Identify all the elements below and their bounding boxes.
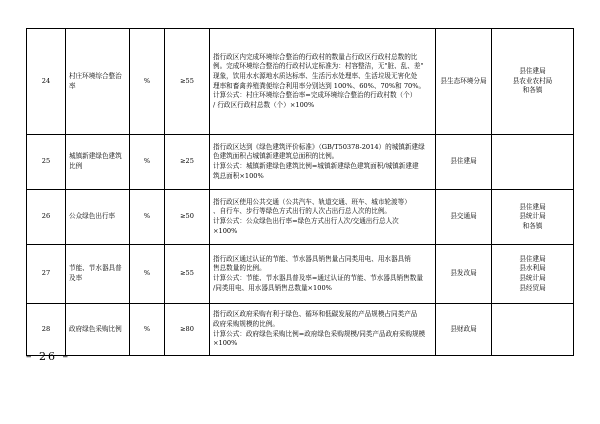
row-number: 28: [27, 304, 66, 356]
table-row: [27, 190, 574, 245]
cooperating-department: 县住建局: [519, 67, 546, 76]
indicator-target: ≥25: [165, 135, 210, 190]
indicator-target: ≥55: [165, 245, 210, 304]
lead-department: 县交通局: [436, 190, 492, 245]
indicator-target: ≥50: [165, 190, 210, 245]
indicator-target: ≥55: [165, 29, 210, 135]
lead-department: 县生态环境分局: [436, 29, 492, 135]
description-line: 计算公式：村庄环境综合整治率=完成环境综合整治的行政村数（个）: [213, 91, 417, 100]
table-row: [27, 29, 574, 135]
indicator-unit: %: [130, 29, 165, 135]
cooperating-departments: [492, 304, 574, 356]
cooperating-departments: [492, 190, 574, 245]
indicator-description: [210, 190, 436, 245]
description-line: 计算公式：公众绿色出行率=绿色方式出行人次/交通出行总人次: [213, 217, 399, 225]
cooperating-department: 和各镇: [522, 86, 543, 95]
indicator-description: [210, 304, 436, 356]
description-line: 现象，饮用水水源地水质达标率、生活污水处理率、生活垃圾无害化处: [213, 71, 418, 80]
indicator-unit: %: [130, 190, 165, 245]
row-number: 24: [27, 29, 66, 135]
cooperating-departments: [492, 245, 574, 304]
description-line: ×100%: [213, 339, 238, 348]
cooperating-department: 和各镇: [522, 221, 543, 230]
description-line: 售总数量的比例。: [213, 264, 266, 273]
lead-department: 县财政局: [436, 304, 492, 356]
indicator-name: 政府绿色采购比例: [66, 304, 130, 356]
description-line: 指行政区政府采购有利于绿色、循环和低碳发展的产品规模占同类产品: [213, 310, 418, 319]
description-line: 指行政区通过认证的节能、节水器具销售量占同类用电、用水器具销: [213, 254, 411, 263]
description-line: 指行政区内完成环境综合整治的行政村的数量占行政区行政村总数的比: [213, 52, 418, 61]
description-line: 指行政区使用公共交通（公共汽车、轨道交通、班车、城市轮渡等）: [213, 197, 411, 206]
description-line: ×100%: [213, 226, 238, 235]
description-line: 政府采购规模的比例。: [213, 319, 279, 328]
indicator-description: [210, 245, 436, 304]
page-number: – 26 –: [26, 350, 70, 363]
indicator-name: 公众绿色出行率: [66, 190, 130, 245]
cooperating-department: 县住建局: [519, 202, 546, 211]
indicator-table-body: [27, 29, 574, 356]
description-line: 例。完成环境综合整治的行政村认定标准为：村容整洁，无"脏、乱、差": [213, 62, 424, 71]
indicator-name: 节能、节水器具普及率: [66, 245, 130, 304]
description-line: 计算公式：节能、节水器具普及率=通过认证的节能、节水器具销售数量: [213, 274, 423, 282]
indicator-description: [210, 29, 436, 135]
row-number: 26: [27, 190, 66, 245]
cooperating-department: 县住建局: [519, 254, 546, 263]
indicator-table: [26, 28, 574, 356]
indicator-name: 村庄环境综合整治率: [66, 29, 130, 135]
table-row: [27, 135, 574, 190]
cooperating-department: 县水利局: [519, 264, 546, 273]
lead-department: 县发改局: [436, 245, 492, 304]
cooperating-department: 县经贸局: [519, 283, 546, 292]
cooperating-department: 县统计局: [519, 212, 546, 221]
cooperating-department: 县农业农村局: [512, 76, 553, 85]
description-line: /同类用电、用水器具销售总数量×100%: [213, 283, 332, 292]
description-line: 筑总面积×100%: [213, 171, 264, 180]
row-number: 27: [27, 245, 66, 304]
row-number: 25: [27, 135, 66, 190]
table-row: [27, 245, 574, 304]
cooperating-departments: [492, 29, 574, 135]
cooperating-departments: [492, 135, 574, 190]
description-line: 计算公式：城镇新建绿色建筑比例=城镇新建绿色建筑面积/城镇新建建: [213, 162, 419, 170]
description-line: 、自行车、步行等绿色方式出行的人次占出行总人次的比例。: [213, 207, 392, 216]
indicator-unit: %: [130, 245, 165, 304]
description-line: 指行政区达到《绿色建筑评价标准》（GB/T50378-2014）的城镇新建绿: [213, 142, 425, 151]
indicator-name: 城镇新建绿色建筑比例: [66, 135, 130, 190]
description-line: 色建筑面积占城镇新建建筑总面积的比例。: [213, 152, 339, 161]
description-line: 计算公式：政府绿色采购比例=政府绿色采购规模/同类产品政府采购规模: [213, 329, 426, 338]
indicator-unit: %: [130, 135, 165, 190]
table-row: [27, 304, 574, 356]
indicator-description: [210, 135, 436, 190]
indicator-target: ≥80: [165, 304, 210, 356]
cooperating-department: 县统计局: [519, 274, 546, 282]
lead-department: 县住建局: [436, 135, 492, 190]
description-line: 理率和畜禽养殖粪便综合利用率分别达到 100%、60%、70%和 70%。: [213, 81, 426, 90]
description-line: / 行政区行政村总数（个）×100%: [213, 100, 315, 109]
indicator-unit: %: [130, 304, 165, 356]
